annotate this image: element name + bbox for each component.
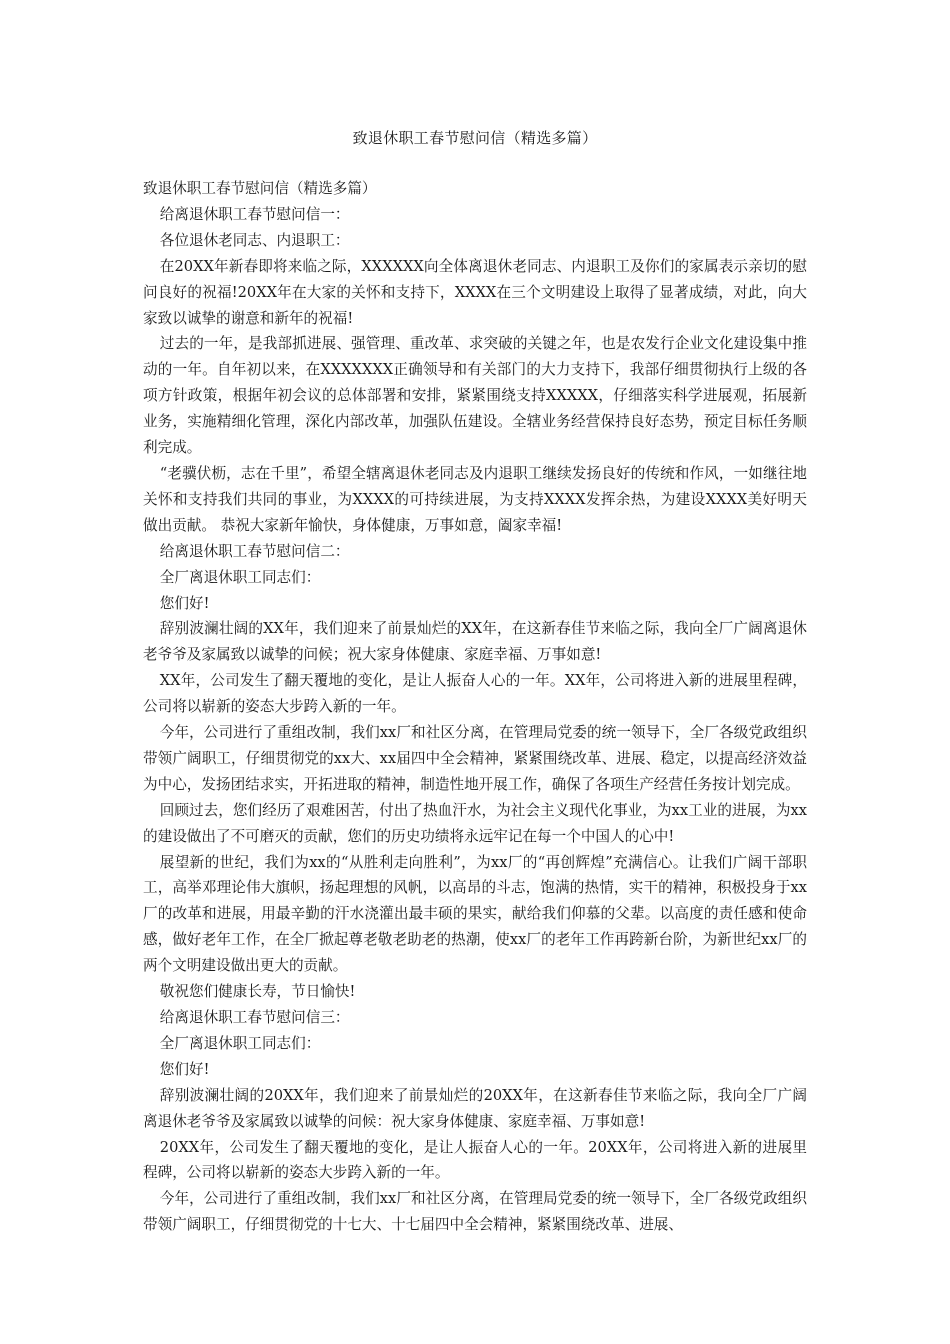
paragraph: XX年，公司发生了翻天覆地的变化，是让人振奋人心的一年。XX年，公司将进入新的进展里程碑，公司将以崭新的姿态大步跨入新的一年。 (143, 672, 807, 716)
section-heading-3: 给离退休职工春节慰问信三： (159, 1009, 350, 1026)
section-heading-1: 给离退休职工春节慰问信一： (159, 205, 350, 223)
paragraph: 在20XX年新春即将来临之际，XXXXXX向全体离退休老同志、内退职工及你们的家属表示亲切的慰问良好的祝福!20XX年在大家的关怀和支持下，XXXX在三个文明建设上取得了显著成绩，对此，向大家致以诚挚的谢意和新年的祝福! (143, 257, 807, 327)
paragraph: “老骥伏枥，志在千里”，希望全辖离退休老同志及内退职工继续发扬良好的传统和作风，一如继往地关怀和支持我们共同的事业，为XXXX的可持续进展，为支持XXXX发挥余热，为建设XXXX美好明天做出贡献。 恭祝大家新年愉快，身体健康，万事如意，阖家幸福! (143, 464, 807, 534)
paragraph: 展望新的世纪，我们为xx的“从胜利走向胜利”，为xx厂的“再创辉煌”充满信心。让我们广阔干部职工，高举邓理论伟大旗帜，扬起理想的风帆，以高昂的斗志，饱满的热情，实干的精神，积极投身于xx厂的改革和进展，用最辛勤的汗水浇灌出最丰硕的果实，献给我们仰慕的父辈。以高度的责任感和使命感，做好老年工作，在全厂掀起尊老敬老助老的热潮，使xx厂的老年工作再跨新台阶，为新世纪xx厂的两个文明建设做出更大的贡献。 (143, 853, 807, 975)
salutation-1: 各位退休老同志、内退职工： (159, 231, 350, 249)
greeting-3: 您们好! (159, 1060, 210, 1078)
document-title: 致退休职工春节慰问信（精选多篇） (352, 129, 598, 147)
document-body (143, 176, 807, 1238)
paragraph: 辞别波澜壮阔的20XX年，我们迎来了前景灿烂的20XX年，在这新春佳节来临之际，我向全厂广阔离退休老爷爷及家属致以诚挚的问候：祝大家身体健康、家庭幸福、万事如意! (143, 1086, 807, 1130)
paragraph: 今年，公司进行了重组改制，我们xx厂和社区分离，在管理局党委的统一领导下，全厂各级党政组织带领广阔职工，仔细贯彻党的十七大、十七届四中全会精神，紧紧围绕改革、进展、 (143, 1190, 807, 1234)
paragraph: 回顾过去，您们经历了艰难困苦，付出了热血汗水，为社会主义现代化事业，为xx工业的进展，为xx的建设做出了不可磨灭的贡献，您们的历史功绩将永远牢记在每一个中国人的心中! (143, 801, 807, 845)
greeting-2: 您们好! (159, 594, 210, 612)
body-heading: 致退休职工春节慰问信（精选多篇） (143, 180, 377, 197)
section-heading-2: 给离退休职工春节慰问信二： (159, 542, 350, 560)
closing-2: 敬祝您们健康长寿，节日愉快! (159, 983, 356, 1001)
paragraph: 辞别波澜壮阔的XX年，我们迎来了前景灿烂的XX年，在这新春佳节来临之际，我向全厂广阔离退休老爷爷及家属致以诚挚的问候；祝大家身体健康、家庭幸福、万事如意! (143, 620, 807, 664)
paragraph: 20XX年，公司发生了翻天覆地的变化，是让人振奋人心的一年。20XX年，公司将进入新的进展里程碑，公司将以崭新的姿态大步跨入新的一年。 (143, 1138, 807, 1182)
salutation-3: 全厂离退休职工同志们： (159, 1034, 321, 1052)
salutation-2: 全厂离退休职工同志们： (159, 568, 321, 586)
paragraph: 过去的一年，是我部抓进展、强管理、重改革、求突破的关键之年，也是农发行企业文化建设集中推动的一年。自年初以来，在XXXXXXX正确领导和有关部门的大力支持下，我部仔细贯彻执行上级的各项方针政策，根据年初会议的总体部署和安排，紧紧围绕支持XXXXX，仔细落实科学进展观，拓展新业务，实施精细化管理，深化内部改革，加强队伍建设。全辖业务经营保持良好态势，预定目标任务顺利完成。 (143, 335, 807, 457)
paragraph: 今年，公司进行了重组改制，我们xx厂和社区分离，在管理局党委的统一领导下，全厂各级党政组织带领广阔职工，仔细贯彻党的xx大、xx届四中全会精神，紧紧围绕改革、进展、稳定，以提高经济效益为中心，发扬团结求实，开拓进取的精神，制造性地开展工作，确保了各项生产经营任务按计划完成。 (143, 724, 807, 793)
